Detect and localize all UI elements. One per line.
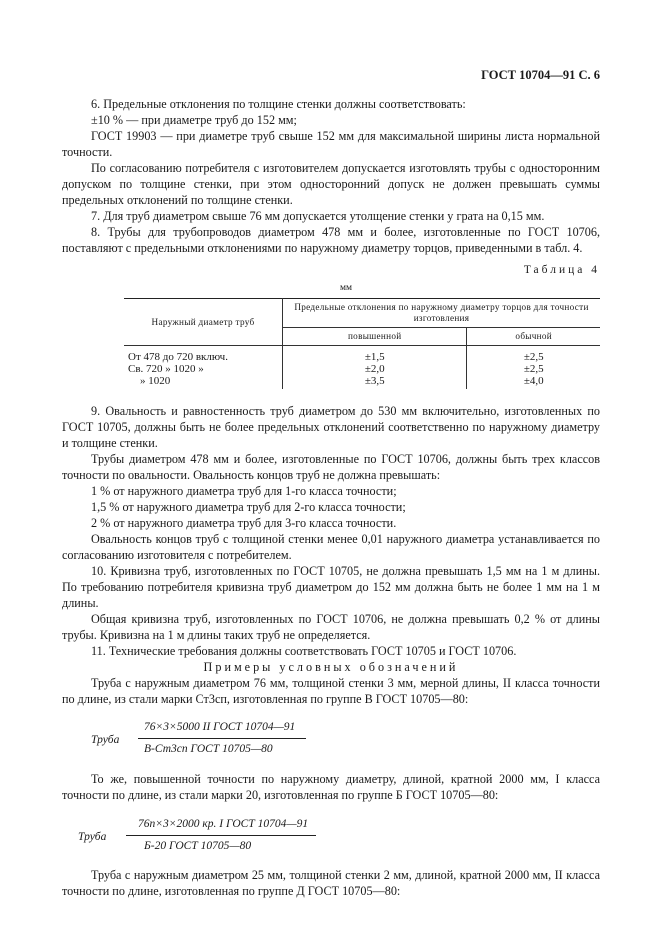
fraction-bar (138, 738, 306, 739)
paragraph: ±10 % — при диаметре труб до 152 мм; (91, 113, 297, 127)
paragraph: 1 % от наружного диаметра труб для 1-го класса точности; (91, 484, 397, 498)
paragraph: 8. Трубы для трубопроводов диаметром 478 мм и более, изготовленные по ГОСТ 10706, поставляют с предельными отклонениями по наружному диаметру торцов, приведенными в табл. 4. (62, 225, 600, 255)
col-header-high: повышенной (283, 328, 467, 346)
formula-numerator: 76п×3×2000 кр. I ГОСТ 10704—91 (138, 818, 309, 830)
table-caption: Таблица 4 (523, 264, 600, 276)
table-row (124, 375, 600, 389)
document-body (62, 96, 600, 899)
cell-diameter: Св. 720 » 1020 » (128, 363, 204, 375)
example-2-text: То же, повышенной точности по наружному диаметру, длиной, кратной 2000 мм, I класса точности по длине, из стали марки 20, изготовленная по группе Б ГОСТ 10705—80: (62, 772, 600, 802)
paragraph: 9. Овальность и равностенность труб диаметром до 530 мм включительно, изготовленных по ГОСТ 10705, должны быть не более предельных отклонений соответственно по наружному диаметру и толщине стенки. (62, 404, 600, 450)
paragraph: 6. Предельные отклонения по толщине стенки должны соответствовать: (91, 97, 466, 111)
formula-numerator: 76×3×5000 II ГОСТ 10704—91 (144, 721, 296, 733)
table-row (124, 363, 600, 375)
cell-normal: ±2,5 (467, 363, 600, 375)
paragraph: Овальность концов труб с толщиной стенки менее 0,01 наружного диаметра устанавливается по согласованию изготовителя с потребителем. (62, 532, 600, 562)
examples-heading: Примеры условных обозначений (203, 660, 459, 674)
cell-high: ±3,5 (283, 375, 467, 389)
paragraph: 1,5 % от наружного диаметра труб для 2-го класса точности; (91, 500, 406, 514)
formula-denominator: В-Ст3сп ГОСТ 10705—80 (144, 743, 273, 755)
col-header-normal: обычной (467, 328, 600, 346)
paragraph: 2 % от наружного диаметра труб для 3-го класса точности. (91, 516, 397, 530)
paragraph: По согласованию потребителя с изготовителем допускается изготовлять трубы с односторонним допуском по толщине стенки, при этом односторонний допуск не должен превышать суммы предельных отклонений по толщине стенки. (62, 161, 600, 207)
paragraphs-section-b (62, 403, 600, 659)
cell-normal: ±4,0 (467, 375, 600, 389)
table-unit: мм (339, 283, 353, 293)
example-3-text: Труба с наружным диаметром 25 мм, толщиной стенки 2 мм, длиной, кратной 2000 мм, II класса точности по длине, изготовленная по группе Д ГОСТ 10705—80: (62, 868, 600, 898)
col-header-deviation-group: Предельные отклонения по наружному диаметру торцов для точности изготовления (283, 299, 601, 328)
cell-diameter: От 478 до 720 включ. (128, 351, 228, 363)
cell-high: ±2,0 (283, 363, 467, 375)
designation-formula-1 (62, 719, 600, 761)
formula-word: Труба (91, 734, 120, 746)
example-1-text: Труба с наружным диаметром 76 мм, толщиной стенки 3 мм, мерной длины, II класса точности по длине, из стали марки Ст3сп, изготовленная по группе В ГОСТ 10705—80: (62, 676, 600, 706)
paragraph: Общая кривизна труб, изготовленных по ГОСТ 10706, не должна превышать 0,2 % от длины трубы. Кривизна на 1 м длины таких труб не определяется. (62, 612, 600, 642)
col-header-diameter: Наружный диаметр труб (124, 299, 283, 346)
cell-normal: ±2,5 (467, 346, 600, 364)
page-header: ГОСТ 10704—91 С. 6 (481, 68, 600, 82)
designation-formula-2 (62, 815, 600, 857)
formula-denominator: Б-20 ГОСТ 10705—80 (144, 840, 252, 852)
cell-diameter: » 1020 (140, 375, 171, 387)
paragraph: ГОСТ 19903 — при диаметре труб свыше 152 мм для максимальной ширины листа нормальной точности. (62, 129, 600, 159)
fraction-bar (126, 835, 316, 836)
formula-word: Труба (78, 831, 107, 843)
table-row (124, 346, 600, 364)
paragraph: 7. Для труб диаметром свыше 76 мм допускается утолщение стенки у грата на 0,15 мм. (91, 209, 545, 223)
paragraph: Трубы диаметром 478 мм и более, изготовленные по ГОСТ 10706, должны быть трех классов точности по овальности. Овальность концов труб не должна превышать: (62, 452, 600, 482)
table-4 (124, 298, 600, 389)
cell-high: ±1,5 (283, 346, 467, 364)
paragraph: 11. Технические требования должны соответствовать ГОСТ 10705 и ГОСТ 10706. (91, 644, 517, 658)
paragraph: 10. Кривизна труб, изготовленных по ГОСТ 10705, не должна превышать 1,5 мм на 1 м длины. По требованию потребителя кривизна труб диаметром до 152 мм должна быть не более 1 мм на 1 м длины. (62, 564, 600, 610)
paragraphs-section-a (62, 96, 600, 256)
